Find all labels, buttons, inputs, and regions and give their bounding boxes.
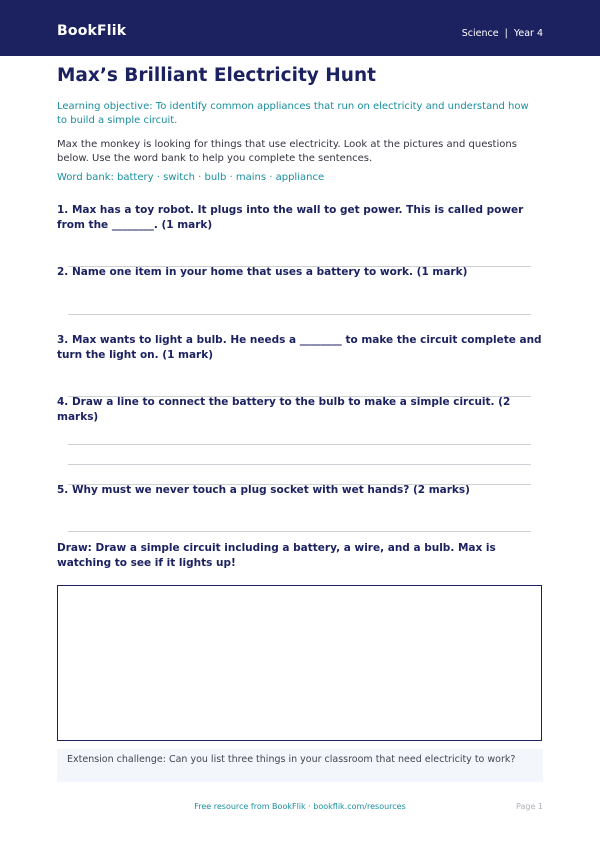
draw-prompt: Draw: Draw a simple circuit including a battery, a wire, and a bulb. Max is watching to see if it lights up! bbox=[57, 542, 496, 569]
answer-line-2[interactable] bbox=[68, 314, 531, 315]
answer-line-5[interactable] bbox=[68, 464, 531, 465]
question-5: 5. Why must we never touch a plug socket with wet hands? (2 marks) bbox=[57, 484, 470, 496]
intro-text: Max the monkey is looking for things that use electricity. Look at the pictures and questions below. Use the word bank to help you complete the sentences. bbox=[57, 139, 517, 164]
brand-logo[interactable]: BookFlik bbox=[57, 23, 127, 39]
question-3: 3. Max wants to light a bulb. He needs a ________ to make the circuit complete and turn the light on. (1 mark) bbox=[57, 334, 542, 361]
header-separator: | bbox=[504, 28, 508, 39]
learning-objective: Learning objective: To identify common appliances that run on electricity and understand how to build a simple circuit. bbox=[57, 101, 529, 126]
header-bar bbox=[0, 0, 600, 56]
question-2: 2. Name one item in your home that uses a battery to work. (1 mark) bbox=[57, 266, 468, 278]
answer-line-7[interactable] bbox=[68, 531, 531, 532]
page-number: Page 1 bbox=[516, 802, 543, 811]
extension-challenge bbox=[57, 749, 543, 782]
footer-link[interactable]: Free resource from BookFlik · bookflik.com/resources bbox=[194, 802, 406, 811]
extension-text: Extension challenge: Can you list three things in your classroom that need electricity to work? bbox=[67, 754, 516, 765]
year-label: Year 4 bbox=[513, 28, 543, 39]
word-bank: Word bank: battery · switch · bulb · mains · appliance bbox=[57, 172, 325, 183]
answer-line-4[interactable] bbox=[68, 444, 531, 445]
drawing-box[interactable] bbox=[57, 585, 542, 741]
question-4: 4. Draw a line to connect the battery to the bulb to make a simple circuit. (2 marks) bbox=[57, 396, 511, 423]
subject-label: Science bbox=[461, 28, 499, 39]
question-1: 1. Max has a toy robot. It plugs into the wall to get power. This is called power from the ________. (1 mark) bbox=[57, 204, 524, 231]
subject-year-label bbox=[462, 28, 543, 39]
worksheet-title: Max’s Brilliant Electricity Hunt bbox=[57, 65, 376, 86]
